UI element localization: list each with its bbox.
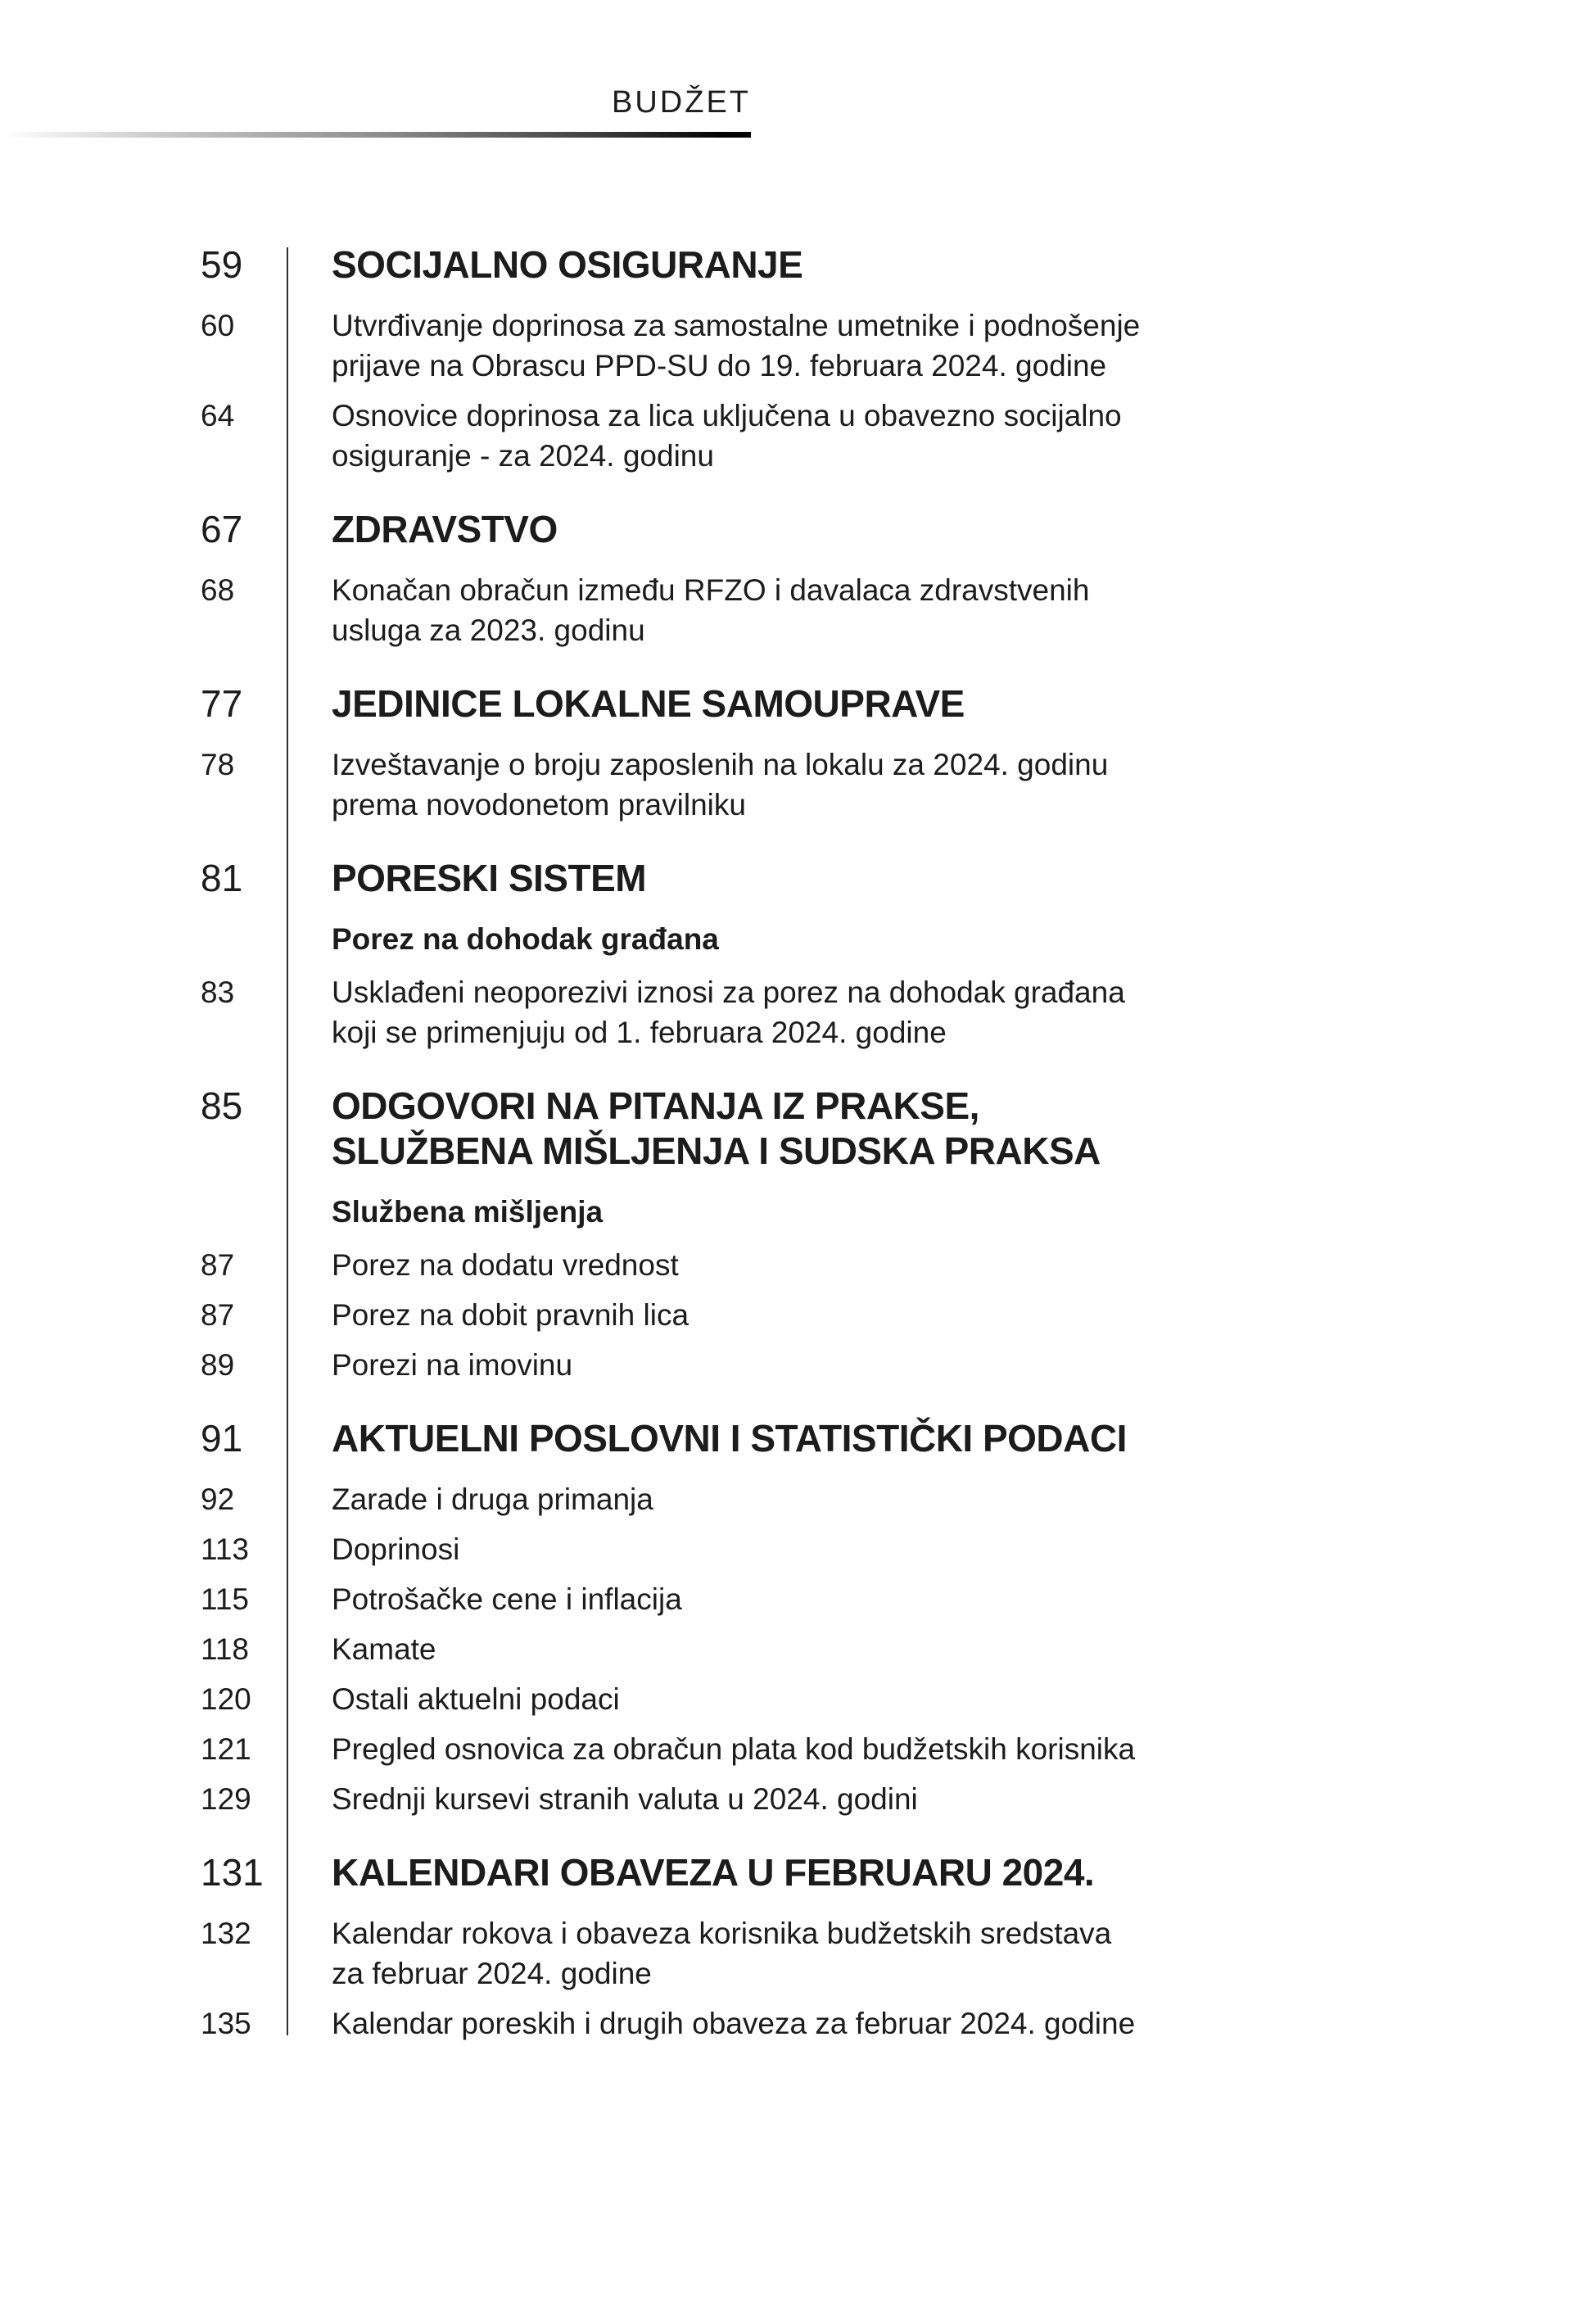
toc-subheading-text bbox=[332, 1192, 603, 1232]
toc-section-row bbox=[0, 1416, 1596, 1461]
toc-entry-text bbox=[332, 1295, 689, 1335]
toc-section-row bbox=[0, 1850, 1596, 1895]
text-line: Kalendar rokova i obaveza korisnika budžetskih sredstava bbox=[332, 1917, 1112, 1950]
toc-page-number: 87 bbox=[201, 1248, 235, 1282]
toc-page-number: 60 bbox=[201, 309, 235, 342]
toc-entry-text bbox=[332, 2003, 1135, 2044]
header-gradient-rule bbox=[0, 132, 751, 138]
toc-entry-row bbox=[0, 1779, 1596, 1819]
toc-section-row bbox=[0, 1084, 1596, 1174]
toc-entry-row bbox=[0, 1345, 1596, 1385]
text-line: Kamate bbox=[332, 1632, 436, 1666]
text-line: Usklađeni neoporezivi iznosi za porez na dohodak građana bbox=[332, 975, 1125, 1009]
text-line: Izveštavanje o broju zaposlenih na lokalu za 2024. godinu bbox=[332, 748, 1109, 781]
toc-subheading-text bbox=[332, 919, 719, 959]
toc-entry-row bbox=[0, 1245, 1596, 1285]
toc-entry-text bbox=[332, 1245, 679, 1285]
toc-section-title bbox=[332, 1084, 1101, 1174]
toc-entry-row bbox=[0, 1579, 1596, 1619]
toc-page-number: 91 bbox=[201, 1417, 243, 1460]
toc-section-row bbox=[0, 681, 1596, 726]
toc-entry-text bbox=[332, 1579, 682, 1619]
toc-page-number: 83 bbox=[201, 975, 235, 1009]
toc-entry-text bbox=[332, 1345, 572, 1385]
toc-divider-line bbox=[287, 247, 288, 2035]
toc-page-number: 68 bbox=[201, 573, 235, 607]
toc-section-title bbox=[332, 1416, 1127, 1461]
toc-entry-text bbox=[332, 1679, 620, 1719]
toc-section-row bbox=[0, 856, 1596, 901]
text-line: Osnovice doprinosa za lica uključena u obavezno socijalno bbox=[332, 399, 1122, 432]
toc-subheading-row bbox=[0, 919, 1596, 959]
toc-entry-text bbox=[332, 306, 1140, 386]
toc-page-number: 131 bbox=[201, 1851, 264, 1894]
toc-entry-row bbox=[0, 306, 1596, 386]
page-header bbox=[0, 0, 1596, 138]
toc-entry-row bbox=[0, 1529, 1596, 1569]
toc-section-row bbox=[0, 242, 1596, 287]
toc-page-number: 118 bbox=[201, 1632, 249, 1666]
text-line: SLUŽBENA MIŠLJENJA I SUDSKA PRAKSA bbox=[332, 1129, 1101, 1172]
toc-page-number: 81 bbox=[201, 857, 243, 899]
toc-entry-row bbox=[0, 396, 1596, 476]
toc-entry-text bbox=[332, 1629, 436, 1669]
text-line: PORESKI SISTEM bbox=[332, 857, 647, 899]
toc-entry-row bbox=[0, 2003, 1596, 2044]
toc-section-row bbox=[0, 507, 1596, 552]
text-line: osiguranje - za 2024. godinu bbox=[332, 439, 714, 473]
text-line: prijave na Obrascu PPD-SU do 19. februara 2024. godine bbox=[332, 349, 1107, 382]
text-line: Porezi na imovinu bbox=[332, 1348, 573, 1382]
toc-entry-row bbox=[0, 1295, 1596, 1335]
toc-entry-row bbox=[0, 1479, 1596, 1519]
toc-section-title bbox=[332, 681, 965, 726]
toc-page-number: 87 bbox=[201, 1298, 235, 1332]
text-line: usluga za 2023. godinu bbox=[332, 613, 645, 647]
text-line: koji se primenjuju od 1. februara 2024. godine bbox=[332, 1016, 947, 1049]
text-line: Porez na dobit pravnih lica bbox=[332, 1298, 689, 1332]
text-line: Ostali aktuelni podaci bbox=[332, 1682, 620, 1716]
toc-entry-row bbox=[0, 570, 1596, 650]
text-line: KALENDARI OBAVEZA U FEBRUARU 2024. bbox=[332, 1851, 1095, 1894]
toc-page-number: 129 bbox=[201, 1782, 251, 1816]
toc-page-number: 78 bbox=[201, 748, 235, 781]
toc-entry-text bbox=[332, 1529, 459, 1569]
text-line: Porez na dohodak građana bbox=[332, 922, 719, 956]
toc-section-title bbox=[332, 242, 803, 287]
toc-entry-row bbox=[0, 1629, 1596, 1669]
toc-entry-row bbox=[0, 1729, 1596, 1769]
text-line: Potrošačke cene i inflacija bbox=[332, 1582, 682, 1616]
toc-entry-text bbox=[332, 396, 1122, 476]
text-line: JEDINICE LOKALNE SAMOUPRAVE bbox=[332, 682, 965, 725]
toc-page-number: 92 bbox=[201, 1482, 235, 1516]
text-line: za februar 2024. godine bbox=[332, 1957, 652, 1990]
toc-page-number: 89 bbox=[201, 1348, 235, 1382]
toc-page-number: 59 bbox=[201, 243, 243, 286]
toc-entry-text bbox=[332, 972, 1125, 1052]
table-of-contents bbox=[0, 242, 1596, 2044]
text-line: Porez na dodatu vrednost bbox=[332, 1248, 679, 1282]
text-line: Doprinosi bbox=[332, 1532, 460, 1566]
toc-entry-text bbox=[332, 1479, 653, 1519]
toc-entry-row bbox=[0, 972, 1596, 1052]
toc-page-number: 85 bbox=[201, 1084, 243, 1127]
toc-page-number: 77 bbox=[201, 682, 243, 725]
toc-entry-row bbox=[0, 745, 1596, 825]
toc-entry-text bbox=[332, 745, 1108, 825]
toc-entry-row bbox=[0, 1913, 1596, 1994]
toc-entry-text bbox=[332, 1729, 1135, 1769]
toc-page-number: 113 bbox=[201, 1532, 249, 1566]
toc-entry-text bbox=[332, 570, 1089, 650]
text-line: ODGOVORI NA PITANJA IZ PRAKSE, bbox=[332, 1084, 979, 1127]
text-line: ZDRAVSTVO bbox=[332, 508, 558, 550]
text-line: Kalendar poreskih i drugih obaveza za februar 2024. godine bbox=[332, 2007, 1136, 2040]
toc-page-number: 135 bbox=[201, 2007, 251, 2040]
toc-entry-text bbox=[332, 1779, 918, 1819]
toc-entry-row bbox=[0, 1679, 1596, 1719]
toc-section-title bbox=[332, 856, 646, 901]
text-line: SOCIJALNO OSIGURANJE bbox=[332, 243, 803, 286]
text-line: Konačan obračun između RFZO i davalaca zdravstvenih bbox=[332, 573, 1090, 607]
toc-section-title bbox=[332, 1850, 1094, 1895]
toc-page-number: 64 bbox=[201, 399, 235, 432]
text-line: AKTUELNI POSLOVNI I STATISTIČKI PODACI bbox=[332, 1417, 1127, 1460]
page-title: BUDŽET bbox=[612, 85, 751, 120]
text-line: Utvrđivanje doprinosa za samostalne umetnike i podnošenje bbox=[332, 309, 1141, 342]
toc-page-number: 67 bbox=[201, 508, 243, 550]
text-line: prema novodonetom pravilniku bbox=[332, 788, 746, 822]
toc-page-number: 120 bbox=[201, 1682, 251, 1716]
toc-page-number: 132 bbox=[201, 1917, 251, 1950]
toc-page-number: 115 bbox=[201, 1582, 249, 1616]
text-line: Zarade i druga primanja bbox=[332, 1482, 653, 1516]
text-line: Službena mišljenja bbox=[332, 1195, 604, 1229]
toc-subheading-row bbox=[0, 1192, 1596, 1232]
text-line: Srednji kursevi stranih valuta u 2024. godini bbox=[332, 1782, 918, 1816]
toc-page-number: 121 bbox=[201, 1732, 251, 1766]
toc-entry-text bbox=[332, 1913, 1111, 1994]
toc-section-title bbox=[332, 507, 558, 552]
text-line: Pregled osnovica za obračun plata kod budžetskih korisnika bbox=[332, 1732, 1136, 1766]
